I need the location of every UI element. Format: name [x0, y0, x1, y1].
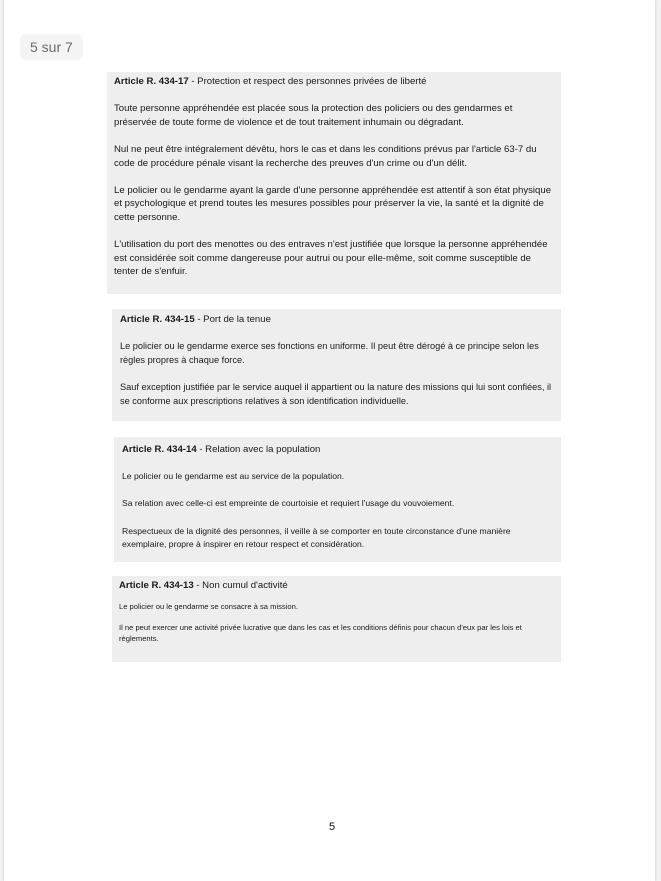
article-paragraph: L'utilisation du port des menottes ou des entraves n'est justifiée que lorsque la personne appréhendée est considérée soit comme dangereuse pour autrui ou pour elle-même, soit comme susceptible de tenter de s'enfuir.	[114, 239, 548, 278]
article-paragraph: Sauf exception justifiée par le service auquel il appartient ou la nature des missions qui lui sont confiées, il se conforme aux prescriptions relatives à son identification individuelle.	[120, 382, 552, 406]
article-heading	[114, 75, 554, 88]
article-title: - Non cumul d'activité	[193, 580, 288, 591]
article-ref: Article R. 434-15	[120, 314, 195, 325]
article-title: - Port de la tenue	[194, 314, 271, 325]
article-ref: Article R. 434-14	[122, 444, 197, 455]
article-paragraph: Le policier ou le gendarme se consacre à sa mission.	[119, 601, 298, 611]
article-paragraph: Respectueux de la dignité des personnes, il veille à se comporter en toute circonstance d'une manière exemplaire, propre à inspirer en retour respect et considération.	[122, 525, 511, 549]
article-block-r434-17	[107, 72, 561, 294]
article-block-r434-14	[114, 437, 561, 562]
page-number: 5	[329, 821, 336, 833]
article-block-r434-15	[112, 309, 561, 421]
article-paragraph: Il ne peut exercer une activité privée lucrative que dans les cas et les conditions définis pour chacun d'eux par les lois et règlements.	[119, 622, 522, 644]
article-ref: Article R. 434-13	[119, 580, 194, 591]
article-ref: Article R. 434-17	[114, 76, 189, 87]
article-block-r434-13	[112, 576, 561, 662]
article-title: - Relation avec la population	[196, 444, 321, 455]
article-paragraph: Le policier ou le gendarme ayant la garde d'une personne appréhendée est attentif à son état physique et psychologique et prend toutes les mesures possibles pour préserver la vie, la santé et la dignité de cette personne.	[114, 185, 552, 223]
article-heading	[120, 313, 553, 326]
article-paragraph: Nul ne peut être intégralement dévêtu, hors le cas et dans les conditions prévus par l'article 63-7 du code de procédure pénale visant la recherche des preuves d'un crime ou d'un délit.	[114, 144, 537, 169]
article-heading	[119, 580, 554, 592]
document-page	[4, 0, 655, 881]
page-indicator: 5 sur 7	[21, 35, 82, 59]
article-heading	[122, 443, 553, 456]
article-paragraph: Le policier ou le gendarme exerce ses fonctions en uniforme. Il peut être dérogé à ce principe selon les règles propres à chaque force.	[120, 341, 539, 365]
article-paragraph: Le policier ou le gendarme est au service de la population.	[122, 471, 345, 482]
article-paragraph: Toute personne appréhendée est placée sous la protection des policiers ou des gendarmes et préservée de toute forme de violence et de tout traitement inhumain ou dégradant.	[114, 103, 513, 128]
article-title: - Protection et respect des personnes privées de liberté	[188, 76, 427, 87]
article-paragraph: Sa relation avec celle-ci est empreinte de courtoisie et requiert l'usage du vouvoiement.	[122, 498, 455, 509]
